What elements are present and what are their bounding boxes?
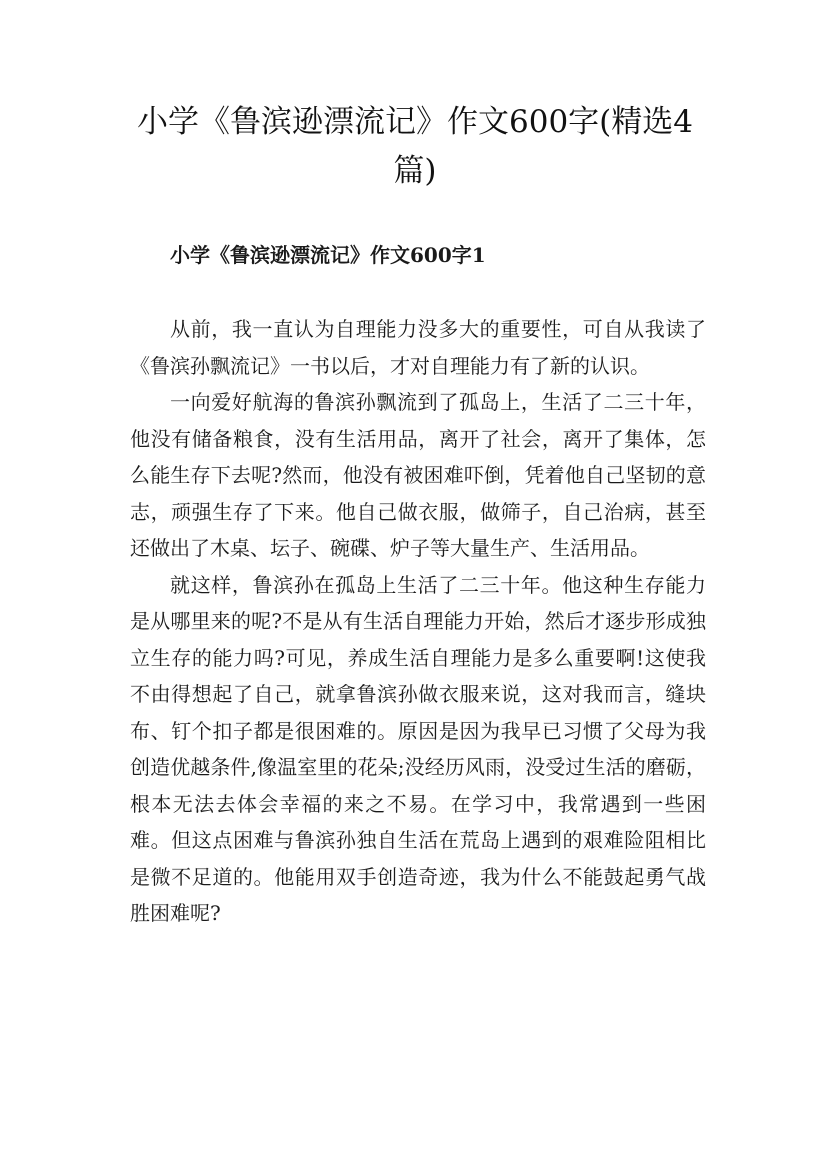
document-title: 小学《鲁滨逊漂流记》作文600字(精选4篇) [137, 104, 693, 189]
body-text [130, 311, 706, 932]
section-heading: 小学《鲁滨逊漂流记》作文600字1 [170, 243, 486, 267]
paragraph: 就这样，鲁滨孙在孤岛上生活了二三十年。他这种生存能力是从哪里来的呢?不是从有生活自理能力开始，然后才逐步形成独立生存的能力吗?可见，养成生活自理能力是多么重要啊!这使我不由得想起了自己，就拿鲁滨孙做衣服来说，这对我而言，缝块布、钉个扣子都是很困难的。原因是因为我早已习惯了父母为我创造优越条件,像温室里的花朵;没经历风雨，没受过生活的磨砺，根本无法去体会幸福的来之不易。在学习中，我常遇到一些困难。但这点困难与鲁滨孙独自生活在荒岛上遇到的艰难险阻相比是微不足道的。他能用双手创造奇迹，我为什么不能鼓起勇气战胜困难呢? [130, 572, 706, 925]
paragraph: 一向爱好航海的鲁滨孙飘流到了孤岛上，生活了二三十年，他没有储备粮食，没有生活用品，离开了社会，离开了集体，怎么能生存下去呢?然而，他没有被困难吓倒，凭着他自己坚韧的意志，顽强生存了下来。他自己做衣服，做筛子，自己治病，甚至还做出了木桌、坛子、碗碟、炉子等大量生产、生活用品。 [130, 390, 706, 560]
paragraph: 从前，我一直认为自理能力没多大的重要性，可自从我读了《鲁滨孙飘流记》一书以后，才对自理能力有了新的认识。 [130, 317, 706, 378]
